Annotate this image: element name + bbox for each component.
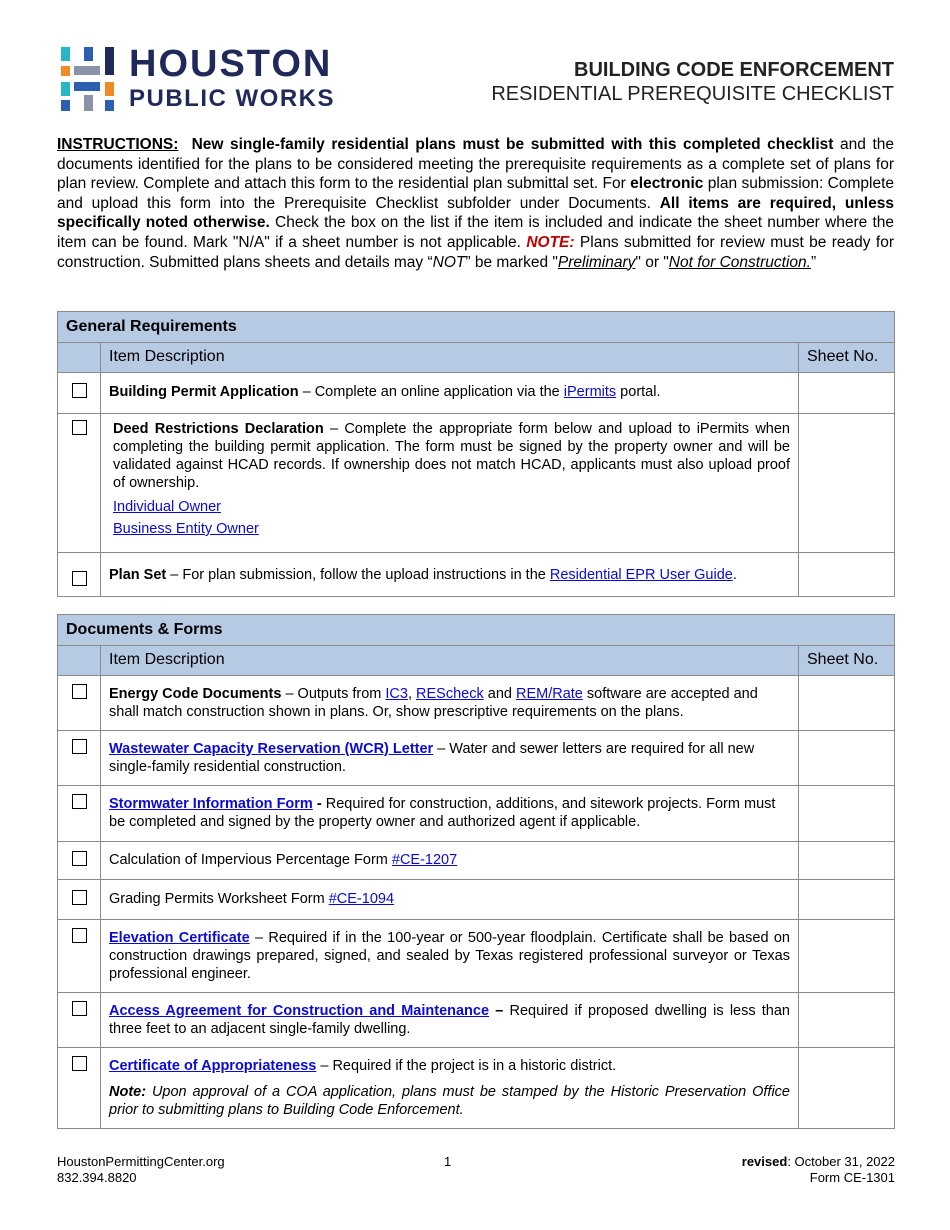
checkbox-access-agreement[interactable] [72, 1001, 87, 1016]
item-certificate-appropriateness [101, 1048, 799, 1129]
item-energy-code [101, 676, 799, 731]
table-row [58, 731, 895, 786]
houston-h-logo-icon [57, 44, 119, 114]
checkbox-impervious-form[interactable] [72, 851, 87, 866]
title-line-1: BUILDING CODE ENFORCEMENT [574, 59, 894, 81]
sheet-no-header: Sheet No. [799, 646, 895, 676]
instructions-electronic: electronic [630, 175, 704, 193]
item-text: – Complete an online application via the [298, 384, 564, 400]
sheet-no-input[interactable] [799, 1048, 895, 1129]
table-row [58, 1048, 895, 1129]
item-dash: - [312, 796, 322, 812]
section-title-documents: Documents & Forms [58, 615, 895, 646]
item-text: – Required if in the 100-year or 500-year floodplain. Certificate shall be based on construction drawings prepared, signed, and sealed by Texas registered professional surveyor or Texas professional engineer. [109, 930, 790, 982]
individual-owner-link[interactable]: Individual Owner [113, 499, 221, 515]
elevation-certificate-link[interactable]: Elevation Certificate [109, 930, 250, 946]
column-header-row [58, 646, 895, 676]
rescheck-link[interactable]: REScheck [416, 686, 484, 702]
business-entity-owner-link[interactable]: Business Entity Owner [113, 521, 259, 537]
sheet-no-input[interactable] [799, 993, 895, 1048]
note-text-1: Plans submitted for review must be ready for construction. Submitted plans sheets and details may “ [57, 233, 894, 271]
item-title: Deed Restrictions Declaration [113, 421, 324, 437]
page-number: 1 [444, 1154, 452, 1169]
certificate-appropriateness-link[interactable]: Certificate of Appropriateness [109, 1058, 317, 1074]
checkbox-certificate-appropriateness[interactable] [72, 1056, 87, 1071]
item-text: – Required if the project is in a historic district. [316, 1058, 617, 1074]
item-title: Energy Code Documents [109, 686, 282, 702]
item-text: – Complete the appropriate form below and upload to iPermits when completing the building permit application. The form must be signed by the property owner and will be validated against HCAD records. If ownership does not match HCAD, applicants must also upload proof of ownership. [113, 421, 790, 491]
form-number: Form CE-1301 [809, 1169, 895, 1185]
sheet-no-input[interactable] [799, 676, 895, 731]
title-line-2: RESIDENTIAL PREREQUISITE CHECKLIST [491, 83, 894, 105]
instructions-text-3: Check the box on the list if the item is included and indicate the sheet number where the item can be found. Mark "N/A" if a sheet number is not applicable. [57, 214, 894, 251]
logo-text-houston: HOUSTON [129, 43, 333, 85]
table-row [58, 786, 895, 842]
section-title-general: General Requirements [58, 312, 895, 343]
item-building-permit [101, 373, 799, 414]
table-row [58, 842, 895, 880]
instructions-text-1: and the documents identified for the plans to be considered meeting the prerequisite requirements as a complete set of plans for plan review. Complete and attach this form to the residential plan submittal set. For [57, 136, 894, 193]
item-text: Required if proposed dwelling is less than three feet to an adjacent single-family dwelling. [109, 1003, 790, 1037]
ce-1094-link[interactable]: #CE-1094 [328, 891, 395, 907]
wcr-letter-link[interactable]: Wastewater Capacity Reservation (WCR) Letter [109, 741, 434, 757]
coa-note-label: Note: [109, 1084, 147, 1100]
houston-public-works-logo [57, 44, 377, 114]
item-description-header: Item Description [101, 343, 799, 373]
general-requirements-table [57, 311, 895, 597]
table-row [58, 373, 895, 414]
sheet-no-input[interactable] [799, 553, 895, 597]
instructions-lead: New single-family residential plans must be submitted with this completed checklist [191, 136, 834, 153]
table-row [58, 880, 895, 920]
item-elevation-certificate [101, 920, 799, 993]
table-row [58, 676, 895, 731]
section-header-general [58, 312, 895, 343]
checkbox-column-header [58, 646, 101, 676]
item-title: Plan Set [109, 567, 167, 583]
table-row [58, 414, 895, 553]
item-text: Required for construction, additions, and sitework projects. Form must be completed and signed by the property owner and authorized agent if applicable. [109, 796, 776, 830]
checkbox-grading-worksheet[interactable] [72, 890, 87, 905]
checkbox-stormwater-form[interactable] [72, 794, 87, 809]
rem-rate-link[interactable]: REM/Rate [515, 686, 583, 702]
item-access-agreement [101, 993, 799, 1048]
item-text: – For plan submission, follow the upload instructions in the [166, 567, 550, 583]
note-text-2: ” be marked " [465, 253, 558, 271]
logo-text-public-works: PUBLIC WORKS [129, 85, 335, 112]
table-row [58, 553, 895, 597]
note-not: NOT [432, 253, 466, 271]
checkbox-deed-restrictions[interactable] [72, 420, 87, 435]
revised-label: revised [741, 1154, 788, 1169]
instructions-required-note: All items are required, unless specifically noted otherwise. [57, 194, 894, 232]
item-description-header: Item Description [101, 646, 799, 676]
sheet-no-input[interactable] [799, 842, 895, 880]
item-text: portal. [616, 384, 661, 400]
checkbox-building-permit[interactable] [72, 383, 87, 398]
section-header-documents [58, 615, 895, 646]
checkbox-elevation-certificate[interactable] [72, 928, 87, 943]
item-plan-set [101, 553, 799, 597]
stormwater-form-link[interactable]: Stormwater Information Form [109, 796, 313, 812]
checkbox-plan-set[interactable] [72, 571, 87, 586]
item-text: Calculation of Impervious Percentage Form [109, 852, 392, 868]
instructions-label: INSTRUCTIONS: [57, 136, 179, 153]
note-text-3: " or " [635, 253, 669, 271]
checkbox-energy-code[interactable] [72, 684, 87, 699]
sheet-no-input[interactable] [799, 880, 895, 920]
item-title: Building Permit Application [109, 384, 299, 400]
ic3-link[interactable]: IC3 [385, 686, 408, 702]
table-row [58, 920, 895, 993]
item-stormwater-form [101, 786, 799, 842]
sheet-no-input[interactable] [799, 731, 895, 786]
sheet-no-input[interactable] [799, 786, 895, 842]
note-not-for-construction: Not for Construction. [668, 253, 811, 271]
item-grading-worksheet [101, 880, 799, 920]
residential-epr-user-guide-link[interactable]: Residential EPR User Guide [549, 567, 733, 583]
item-deed-restrictions [101, 414, 799, 553]
document-title [491, 58, 894, 106]
footer-revision [742, 1154, 895, 1185]
item-text: , [407, 686, 417, 702]
column-header-row [58, 343, 895, 373]
documents-forms-table [57, 614, 895, 1129]
checkbox-column-header [58, 343, 101, 373]
table-row [58, 993, 895, 1048]
note-text-4: ” [810, 253, 817, 271]
item-text: . [732, 567, 737, 583]
note-label: NOTE: [526, 233, 575, 251]
checkbox-wcr-letter[interactable] [72, 739, 87, 754]
sheet-no-input[interactable] [799, 920, 895, 993]
instructions-paragraph [57, 135, 894, 272]
coa-note-text: Upon approval of a COA application, plans must be stamped by the Historic Preservation Office prior to submitting plans to Building Code Enforcement. [109, 1084, 790, 1118]
footer-website: HoustonPermittingCenter.org [57, 1154, 225, 1169]
ipermits-link[interactable]: iPermits [563, 384, 617, 400]
item-text: software are accepted and shall match construction shown in plans. Or, show prescriptive requirements on the plans. [109, 686, 758, 720]
sheet-no-header: Sheet No. [799, 343, 895, 373]
footer-phone: 832.394.8820 [57, 1169, 137, 1185]
note-preliminary: Preliminary [557, 253, 636, 271]
revised-date: : October 31, 2022 [787, 1154, 895, 1169]
item-text: – Outputs from [281, 686, 386, 702]
ce-1207-link[interactable]: #CE-1207 [391, 852, 458, 868]
item-dash: – [489, 1003, 504, 1019]
item-impervious-form [101, 842, 799, 880]
access-agreement-link[interactable]: Access Agreement for Construction and Maintenance [109, 1003, 490, 1019]
item-text: and [483, 686, 516, 702]
item-text: Grading Permits Worksheet Form [109, 891, 329, 907]
sheet-no-input[interactable] [799, 373, 895, 414]
instructions-text-2: plan submission: Complete and upload this form into the Prerequisite Checklist subfolder under Documents. [57, 175, 895, 212]
sheet-no-input[interactable] [799, 414, 895, 553]
footer-contact [57, 1154, 225, 1185]
item-wcr-letter [101, 731, 799, 786]
item-text: – Water and sewer letters are required for all new single-family residential construction. [109, 741, 755, 775]
